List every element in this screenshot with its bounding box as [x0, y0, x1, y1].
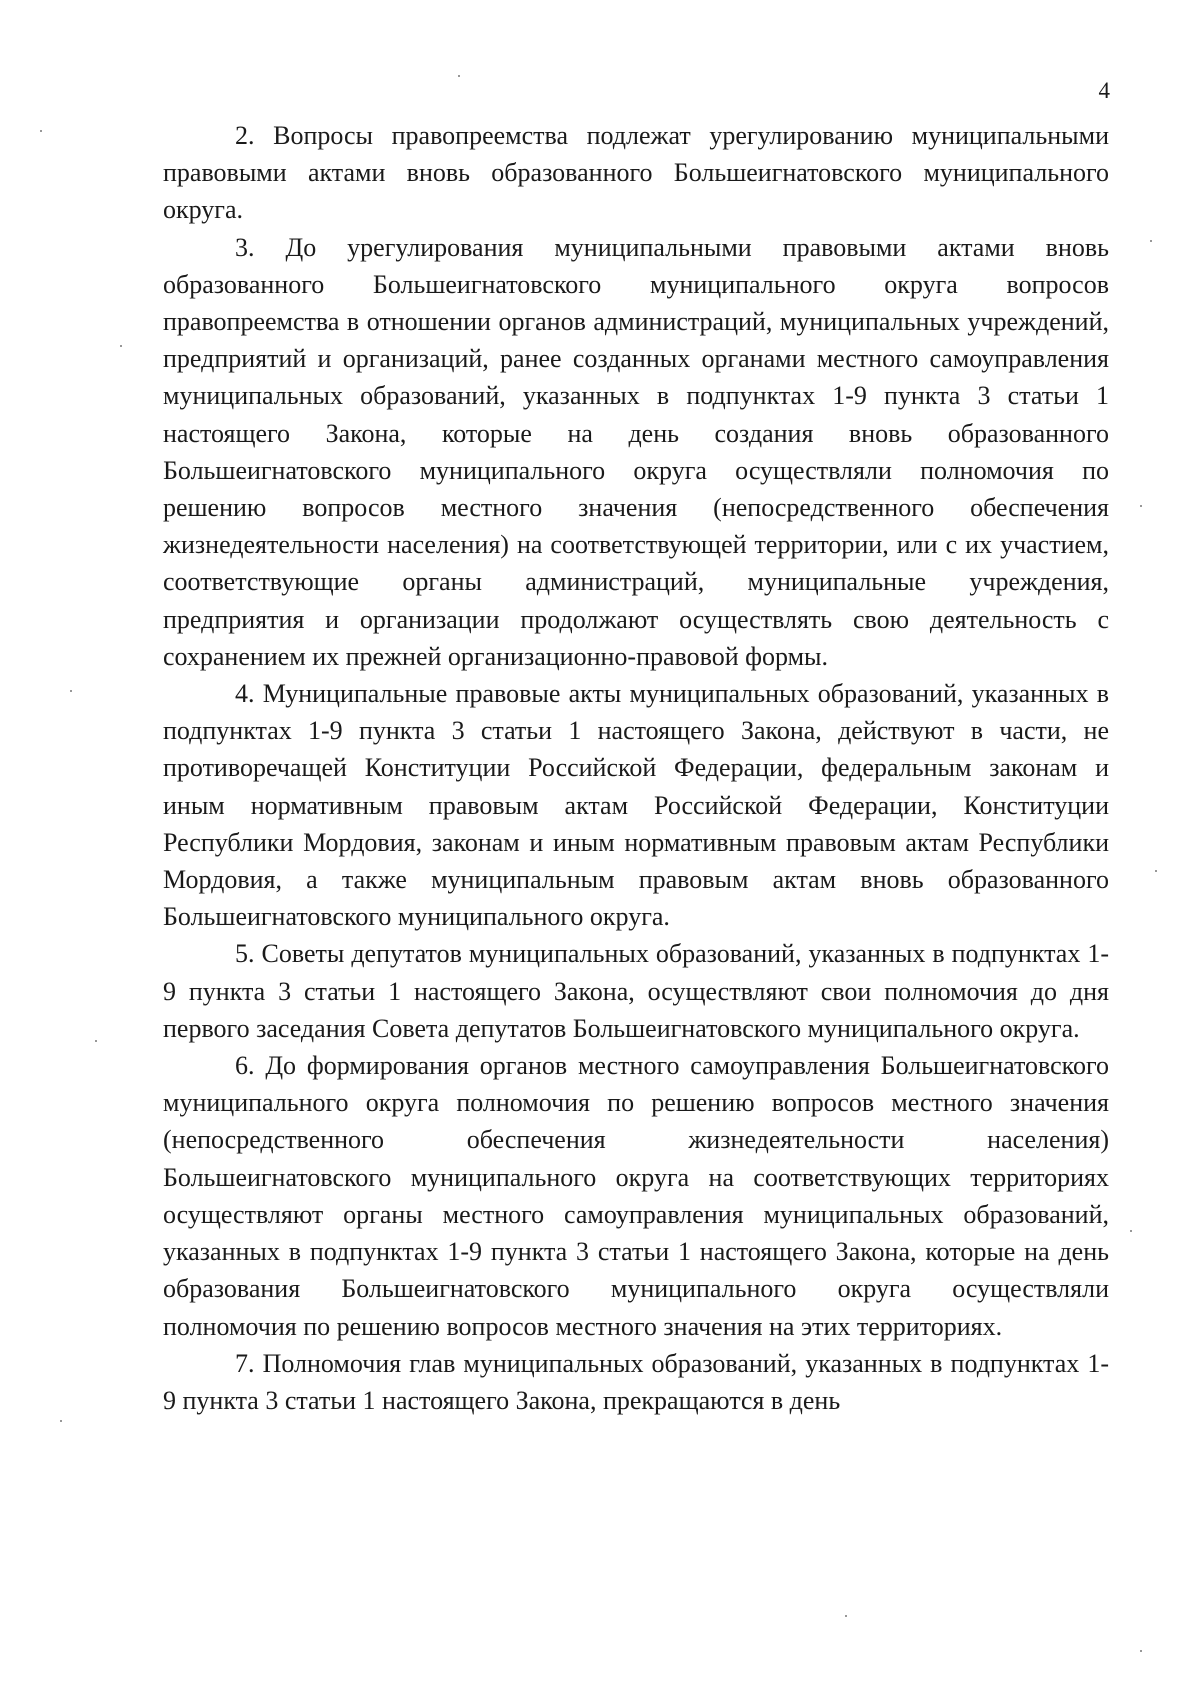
document-body: [163, 117, 1109, 1419]
scan-speck: [1155, 870, 1157, 872]
scan-speck: [95, 1040, 97, 1042]
scan-speck: [1150, 240, 1152, 242]
paragraph-3: 3. До урегулирования муниципальными правовыми актами вновь образованного Большеигнатовского муниципального округа вопросов правопреемства в отношении органов администраций, муниципальных учреждений, предприятий и организаций, ранее созданных органами местного самоуправления муниципальных образований, указанных в подпунктах 1-9 пункта 3 статьи 1 настоящего Закона, которые на день создания вновь образованного Большеигнатовского муниципального округа осуществляли полномочия по решению вопросов местного значения (непосредственного обеспечения жизнедеятельности населения) на соответствующей территории, или с их участием, соответствующие органы администраций, муниципальные учреждения, предприятия и организации продолжают осуществлять свою деятельность с сохранением их прежней организационно-правовой формы.: [163, 232, 1109, 671]
paragraph-4: 4. Муниципальные правовые акты муниципальных образований, указанных в подпунктах 1-9 пункта 3 статьи 1 настоящего Закона, действуют в части, не противоречащей Конституции Российской Федерации, федеральным законам и иным нормативным правовым актам Российской Федерации, Конституции Республики Мордовия, законам и иным нормативным правовым актам Республики Мордовия, а также муниципальным правовым актам вновь образованного Большеигнатовского муниципального округа.: [163, 679, 1109, 932]
paragraph-7: 7. Полномочия глав муниципальных образований, указанных в подпунктах 1-9 пункта 3 статьи 1 настоящего Закона, прекращаются в день: [163, 1348, 1109, 1415]
scan-speck: [120, 345, 122, 347]
scan-speck: [1140, 505, 1142, 507]
scan-speck: [1130, 1230, 1132, 1232]
scan-speck: [60, 1420, 62, 1422]
paragraph-2: 2. Вопросы правопреемства подлежат урегулированию муниципальными правовыми актами вновь образованного Большеигнатовского муниципального округа.: [163, 121, 1109, 225]
scan-speck: [70, 690, 72, 692]
paragraph-6: 6. До формирования органов местного самоуправления Большеигнатовского муниципального округа полномочия по решению вопросов местного значения (непосредственного обеспечения жизнедеятельности населения) Большеигнатовского муниципального округа на соответствующих территориях осуществляют органы местного самоуправления муниципальных образований, указанных в подпунктах 1-9 пункта 3 статьи 1 настоящего Закона, которые на день образования Большеигнатовского муниципального округа осуществляли полномочия по решению вопросов местного значения на этих территориях.: [163, 1051, 1109, 1341]
scan-speck: [40, 130, 42, 132]
scan-speck: [458, 75, 460, 77]
page-number: 4: [1098, 78, 1110, 103]
scan-speck: [1140, 1650, 1142, 1652]
paragraph-5: 5. Советы депутатов муниципальных образований, указанных в подпунктах 1-9 пункта 3 статьи 1 настоящего Закона, осуществляют свои полномочия до дня первого заседания Совета депутатов Большеигнатовского муниципального округа.: [163, 939, 1109, 1043]
scan-speck: [845, 1615, 847, 1617]
